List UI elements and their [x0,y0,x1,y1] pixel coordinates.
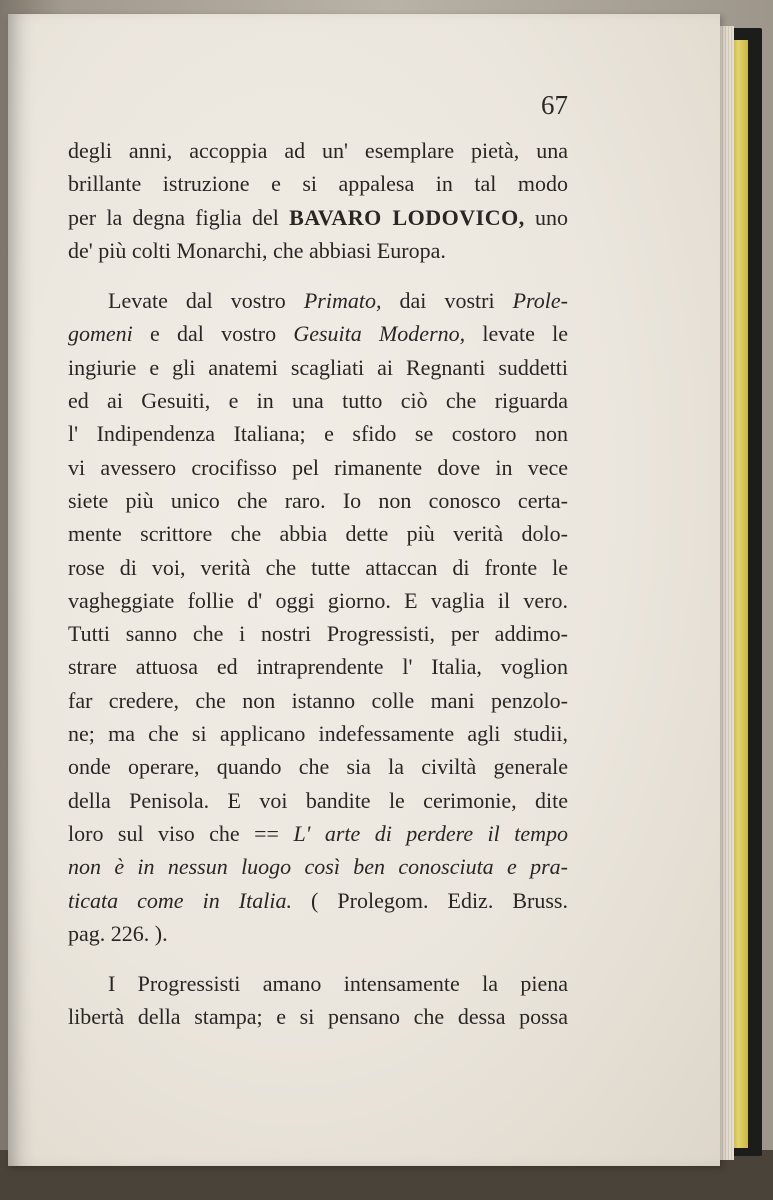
text-line: non è in nessun luogo così ben conosciuta e pra- [68,854,568,880]
text-line: degli anni, accoppia ad un' esemplare pietà, una [68,138,568,163]
text-line: l' Indipendenza Italiana; e sfido se costoro non [68,421,568,447]
text-line: pag. 226. ). [68,920,168,946]
text-line: far credere, che non istanno colle mani penzolo- [68,687,568,713]
emphasis-name: BAVARO LODOVICO, [289,204,525,230]
text-line: onde operare, quando che sia la civiltà generale [68,754,568,780]
text-line: della Penisola. E voi bandite le cerimonie, dite [68,787,568,813]
text-line: per la degna figlia del BAVARO LODOVICO, uno [68,204,568,230]
text-line: Levate dal vostro Primato, dai vostri Prole- [108,288,568,314]
book-page [8,14,720,1166]
text-line: Tutti sanno che i nostri Progressisti, per addimo- [68,621,568,647]
text-line: rose di voi, verità che tutte attaccan di fronte le [68,554,568,580]
text-line: I Progressisti amano intensamente la piena [108,971,568,997]
page-text [68,134,568,1034]
text-line: siete più unico che raro. Io non conosco certa- [68,487,568,513]
text-line: gomeni e dal vostro Gesuita Moderno, levate le [68,321,568,347]
text-line: libertà della stampa; e si pensano che dessa possa [68,1004,568,1030]
text-line: de' più colti Monarchi, che abbiasi Europa. [68,237,446,263]
text-line: mente scrittore che abbia dette più verità dolo- [68,521,568,547]
text-line: ingiurie e gli anatemi scagliati ai Regnanti suddetti [68,354,568,380]
text-line: vagheggiate follie d' oggi giorno. E vaglia il vero. [68,587,568,613]
page-number: 67 [541,90,568,120]
text-line: brillante istruzione e si appalesa in tal modo [68,171,568,197]
text-line: ed ai Gesuiti, e in una tutto ciò che riguarda [68,388,568,414]
text-line: strare attuosa ed intraprendente l' Italia, voglion [68,654,568,680]
text-line: vi avessero crocifisso pel rimanente dove in vece [68,454,568,480]
text-line: ne; ma che si applicano indefessamente agli studii, [68,721,568,747]
text-line: ticata come in Italia. ( Prolegom. Ediz. Bruss. [68,887,568,913]
text-line: loro sul viso che == L' arte di perdere il tempo [68,820,568,846]
